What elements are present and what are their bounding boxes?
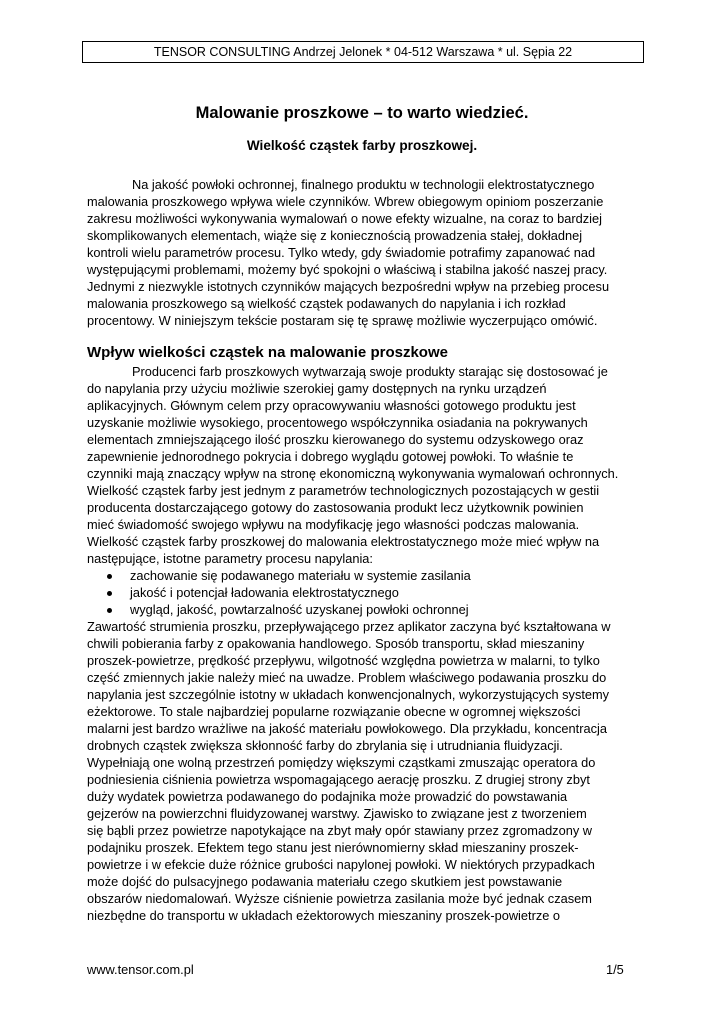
- text-line: gejzerów na powierzchni fluidyzowanej warstwy. Zjawisko to związane jest z tworzeniem: [87, 806, 587, 821]
- page-header: TENSOR CONSULTING Andrzej Jelonek * 04-512 Warszawa * ul. Sępia 22: [82, 41, 644, 63]
- document-title: Malowanie proszkowe – to warto wiedzieć.: [195, 104, 529, 122]
- text-line: niezbędne do transportu w układach eżektorowych mieszaniny proszek-powietrze o: [87, 908, 561, 923]
- text-line: obszarów niedomalowań. Wyższe ciśnienie powietrza zasilania może być jednak czasem: [87, 891, 592, 906]
- document-subtitle: Wielkość cząstek farby proszkowej.: [246, 138, 478, 153]
- text-line: następujące, istotne parametry procesu napylania:: [87, 551, 373, 566]
- text-line: skomplikowanych elementach, wiąże się z koniecznością prowadzenia stałej, dokładnej: [87, 228, 583, 243]
- text-line: malowania proszkowego są wielkość cząstek podawanych do napylania i ich rozkład: [87, 296, 566, 311]
- text-line: podajniku proszek. Efektem tego stanu jest nierównomierny skład mieszaniny proszek-: [87, 840, 579, 855]
- section-body: [87, 363, 618, 924]
- text-line: eżektorowe. To stale najbardziej popularne rozwiązanie obecne w ogromnej większości: [87, 704, 581, 719]
- page-number: 1/5: [606, 962, 624, 977]
- section-heading: Wpływ wielkości cząstek na malowanie proszkowe: [87, 344, 448, 361]
- text-line: może dojść do pulsacyjnego podawania materiału czego skutkiem jest powstawanie: [87, 874, 563, 889]
- text-line: zapewnienie jednorodnego pokrycia i dobrego wyglądu gotowej powłoki. To właśnie te: [87, 449, 574, 464]
- text-line: uzyskanie możliwie wysokiego, procentowego współczynnika osiadania na pokrywanych: [87, 415, 588, 430]
- intro-paragraph: [87, 176, 609, 329]
- text-line: podniesienia ciśnienia powietrza wspomagającego aerację proszku. Z drugiej strony zbyt: [87, 772, 590, 787]
- text-line: Jednymi z niezwykle istotnych czynników mających bezpośredni wpływ na przebieg procesu: [87, 279, 610, 294]
- text-line: Producenci farb proszkowych wytwarzają swoje produkty starając się dostosować je: [132, 364, 608, 379]
- text-line: elementach zmniejszającego ilość proszku kierowanego do systemu odzyskowego oraz: [87, 432, 584, 447]
- bullet-item: [87, 584, 618, 601]
- bullet-icon: [107, 608, 112, 613]
- text-line: chwili pobierania farby z opakowania handlowego. Sposób transportu, skład mieszaniny: [87, 636, 585, 651]
- bullet-item: [87, 567, 618, 584]
- text-line: mieć świadomość swojego wpływu na modyfikację jego własności podczas malowania.: [87, 517, 580, 532]
- text-line: napylania jest szczególnie istotny w układach konwencjonalnych, wykorzystujących systemy: [87, 687, 610, 702]
- bullet-icon: [107, 574, 112, 579]
- text-line: drobnych cząstek zwiększa skłonność farby do zbrylania się i utrudniania fluidyzacji.: [87, 738, 563, 753]
- text-line: do napylania przy użyciu możliwie szerokiej gamy dostępnych na rynku urządzeń: [87, 381, 547, 396]
- text-line: proszek-powietrze, prędkość przepływu, wilgotność względna powietrza w malarni, to tylko: [87, 653, 600, 668]
- bullet-item: [87, 601, 618, 618]
- bullet-text: wygląd, jakość, powtarzalność uzyskanej powłoki ochronnej: [130, 602, 469, 617]
- footer-website: www.tensor.com.pl: [87, 962, 194, 977]
- text-line: powietrze i w efekcie duże różnice grubości napylonej powłoki. W niektórych przypadkach: [87, 857, 595, 872]
- text-line: producenta dostarczającego gotowy do zastosowania produkt lecz użytkownik powinien: [87, 500, 584, 515]
- text-line: Zawartość strumienia proszku, przepływającego przez aplikator zaczyna być kształtowana w: [87, 619, 611, 634]
- bullet-icon: [107, 591, 112, 596]
- text-line: Wypełniają one wolną przestrzeń pomiędzy większymi cząstkami zmuszając operatora do: [87, 755, 596, 770]
- text-line: duży wydatek powietrza podawanego do podajnika może prowadzić do powstawania: [87, 789, 568, 804]
- text-line: się bąbli przez powietrze napotykające na zbyt mały opór stawiany przez zgromadzony w: [87, 823, 593, 838]
- text-line: Wielkość cząstek farby proszkowej do malowania elektrostatycznego może mieć wpływ na: [87, 534, 600, 549]
- text-line: część zmiennych jakie należy mieć na uwadze. Problem właściwego podawania proszku do: [87, 670, 607, 685]
- text-line: malowania proszkowego wpływa wiele czynników. Wbrew obiegowym opiniom poszerzanie: [87, 194, 604, 209]
- bullet-text: zachowanie się podawanego materiału w systemie zasilania: [130, 568, 471, 583]
- text-line: procentowy. W niniejszym tekście postaram się tę sprawę możliwie wyczerpująco omówić.: [87, 313, 598, 328]
- text-line: malarni jest bardzo wrażliwe na jakość materiału powłokowego. Dla przykładu, koncentracja: [87, 721, 607, 736]
- text-line: Na jakość powłoki ochronnej, finalnego produktu w technologii elektrostatycznego: [132, 177, 595, 192]
- text-line: czynniki mają znaczący wpływ na stronę ekonomiczną wykonywania wymalowań ochronnych.: [87, 466, 619, 481]
- text-line: aplikacyjnych. Głównym celem przy opracowywaniu własności gotowego produktu jest: [87, 398, 576, 413]
- text-line: Wielkość cząstek farby jest jednym z parametrów technologicznych pozostających w gestii: [87, 483, 600, 498]
- text-line: kontroli wielu parametrów procesu. Tylko wtedy, gdy świadomie potrafimy zapanować nad: [87, 245, 596, 260]
- text-line: zakresu możliwości wykonywania wymalowań o nowe efekty wizualne, na coraz to bardziej: [87, 211, 602, 226]
- bullet-text: jakość i potencjał ładowania elektrostatycznego: [130, 585, 399, 600]
- text-line: występującymi problemami, możemy być spokojni o właściwą i stabilna jakość naszej pracy.: [87, 262, 608, 277]
